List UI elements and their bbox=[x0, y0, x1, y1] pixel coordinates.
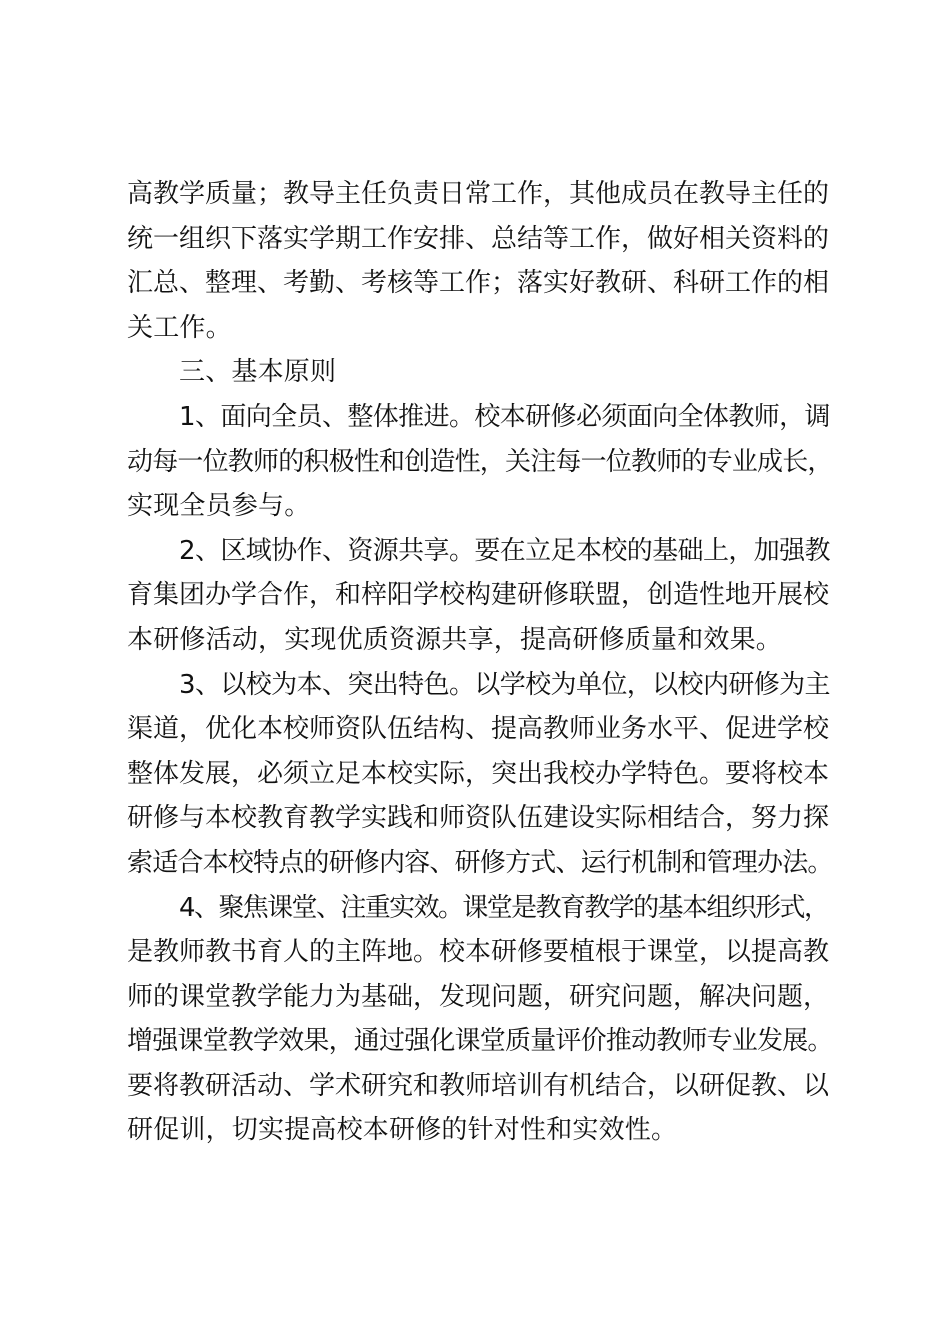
principle-2-first-line: 2、区域协作、资源共享。要在立足本校的基础上，加强教 bbox=[179, 535, 830, 566]
text-line: 动每一位教师的积极性和创造性，关注每一位教师的专业成长， bbox=[127, 446, 833, 477]
text-line: 研促训，切实提高校本研修的针对性和实效性。 bbox=[127, 1115, 678, 1146]
text-line: 高教学质量；教导主任负责日常工作，其他成员在教导主任的 bbox=[127, 179, 830, 209]
text-line: 索适合本校特点的研修内容、研修方式、运行机制和管理办法。 bbox=[127, 847, 833, 878]
principle-4-first-line: 4、聚焦课堂、注重实效。课堂是教育教学的基本组织形式， bbox=[179, 892, 829, 923]
document-body bbox=[127, 172, 833, 1153]
text-line: 实现全员参与。 bbox=[127, 491, 311, 522]
text-line: 整体发展，必须立足本校实际，突出我校办学特色。要将校本 bbox=[127, 758, 830, 789]
text-line: 汇总、整理、考勤、考核等工作；落实好教研、科研工作的相 bbox=[127, 268, 830, 299]
text-line: 统一组织下落实学期工作安排、总结等工作，做好相关资料的 bbox=[127, 223, 830, 254]
text-line: 要将教研活动、学术研究和教师培训有机结合，以研促教、以 bbox=[127, 1070, 830, 1101]
text-line: 是教师教书育人的主阵地。校本研修要植根于课堂，以提高教 bbox=[127, 937, 830, 968]
text-line: 师的课堂教学能力为基础，发现问题，研究问题，解决问题， bbox=[127, 981, 830, 1012]
section-heading: 三、基本原则 bbox=[179, 357, 337, 388]
text-line: 本研修活动，实现优质资源共享，提高研修质量和效果。 bbox=[127, 624, 783, 655]
text-line: 研修与本校教育教学实践和师资队伍建设实际相结合，努力探 bbox=[127, 803, 830, 834]
text-line: 关工作。 bbox=[127, 312, 232, 343]
text-line: 渠道，优化本校师资队伍结构、提高教师业务水平、促进学校 bbox=[127, 714, 830, 745]
text-line: 增强课堂教学效果，通过强化课堂质量评价推动教师专业发展。 bbox=[127, 1026, 833, 1057]
principle-1-first-line: 1、面向全员、整体推进。校本研修必须面向全体教师，调 bbox=[179, 401, 830, 432]
principle-3-first-line: 3、以校为本、突出特色。以学校为单位，以校内研修为主 bbox=[179, 669, 830, 700]
text-line: 育集团办学合作，和梓阳学校构建研修联盟，创造性地开展校 bbox=[127, 580, 830, 611]
